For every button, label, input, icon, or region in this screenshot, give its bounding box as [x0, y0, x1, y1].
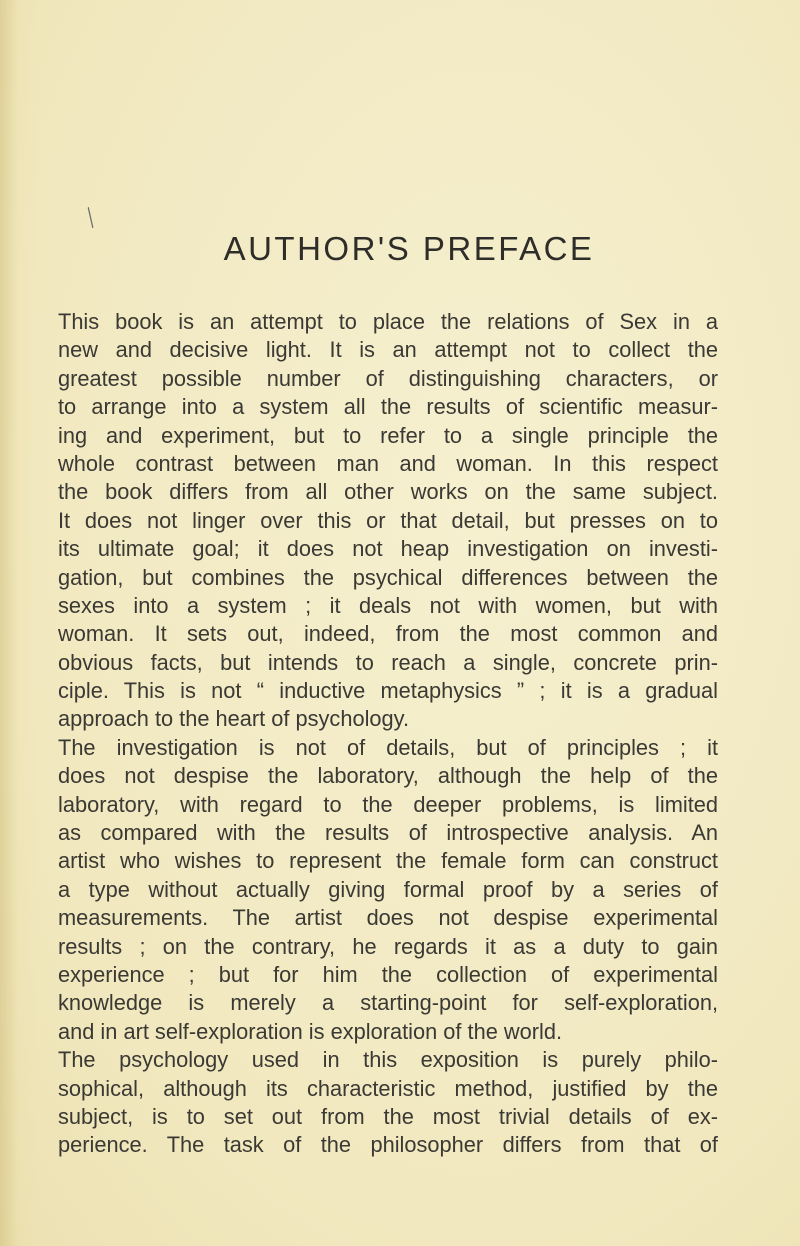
text-line: new and decisive light. It is an attempt not to collect the: [58, 337, 718, 363]
text-line: greatest possible number of distinguishing characters, or: [58, 365, 718, 391]
paragraph-1: [58, 308, 718, 734]
text-line: does not despise the laboratory, although the help of the: [58, 763, 718, 789]
text-line: experience ; but for him the collection of experimental: [58, 961, 718, 987]
text-line: subject, is to set out from the most trivial details of ex-: [58, 1103, 718, 1129]
text-line: the book differs from all other works on the same subject.: [58, 479, 718, 505]
text-line: artist who wishes to represent the female form can construct: [58, 848, 718, 874]
text-line: and in art self-exploration is exploration of the world.: [58, 1018, 563, 1044]
text-line: its ultimate goal; it does not heap investigation on investi-: [58, 536, 718, 562]
text-line: knowledge is merely a starting-point for self-exploration,: [58, 990, 718, 1016]
text-line: perience. The task of the philosopher differs from that of: [58, 1132, 718, 1158]
text-line: approach to the heart of psychology.: [58, 706, 409, 732]
text-line: It does not linger over this or that detail, but presses on to: [58, 507, 718, 533]
paragraph-3: [58, 1046, 718, 1160]
text-line: a type without actually giving formal proof by a series of: [58, 876, 718, 902]
text-line: to arrange into a system all the results of scientific measur-: [58, 394, 718, 420]
text-line: sexes into a system ; it deals not with women, but with: [58, 592, 718, 618]
text-line: The psychology used in this exposition is purely philo-: [58, 1047, 718, 1073]
text-line: This book is an attempt to place the relations of Sex in a: [58, 309, 718, 334]
page-title: AUTHOR'S PREFACE: [223, 230, 595, 267]
text-line: results ; on the contrary, he regards it as a duty to gain: [58, 933, 718, 959]
text-line: ing and experiment, but to refer to a single principle the: [58, 422, 718, 448]
text-line: obvious facts, but intends to reach a single, concrete prin-: [58, 649, 718, 675]
text-line: woman. It sets out, indeed, from the most common and: [58, 621, 718, 647]
text-line: sophical, although its characteristic method, justified by the: [58, 1075, 718, 1101]
preface-text: [58, 308, 718, 1160]
text-line: ciple. This is not “ inductive metaphysics ” ; it is a gradual: [58, 678, 718, 704]
text-line: measurements. The artist does not despise experimental: [58, 905, 718, 931]
pencil-mark-icon: ╱: [81, 208, 101, 228]
text-line: whole contrast between man and woman. In this respect: [58, 450, 718, 476]
text-line: gation, but combines the psychical differences between the: [58, 564, 718, 590]
text-line: as compared with the results of introspective analysis. An: [58, 820, 718, 846]
text-line: The investigation is not of details, but of principles ; it: [58, 734, 718, 760]
text-line: laboratory, with regard to the deeper problems, is limited: [58, 791, 718, 817]
paragraph-2: [58, 734, 718, 1046]
